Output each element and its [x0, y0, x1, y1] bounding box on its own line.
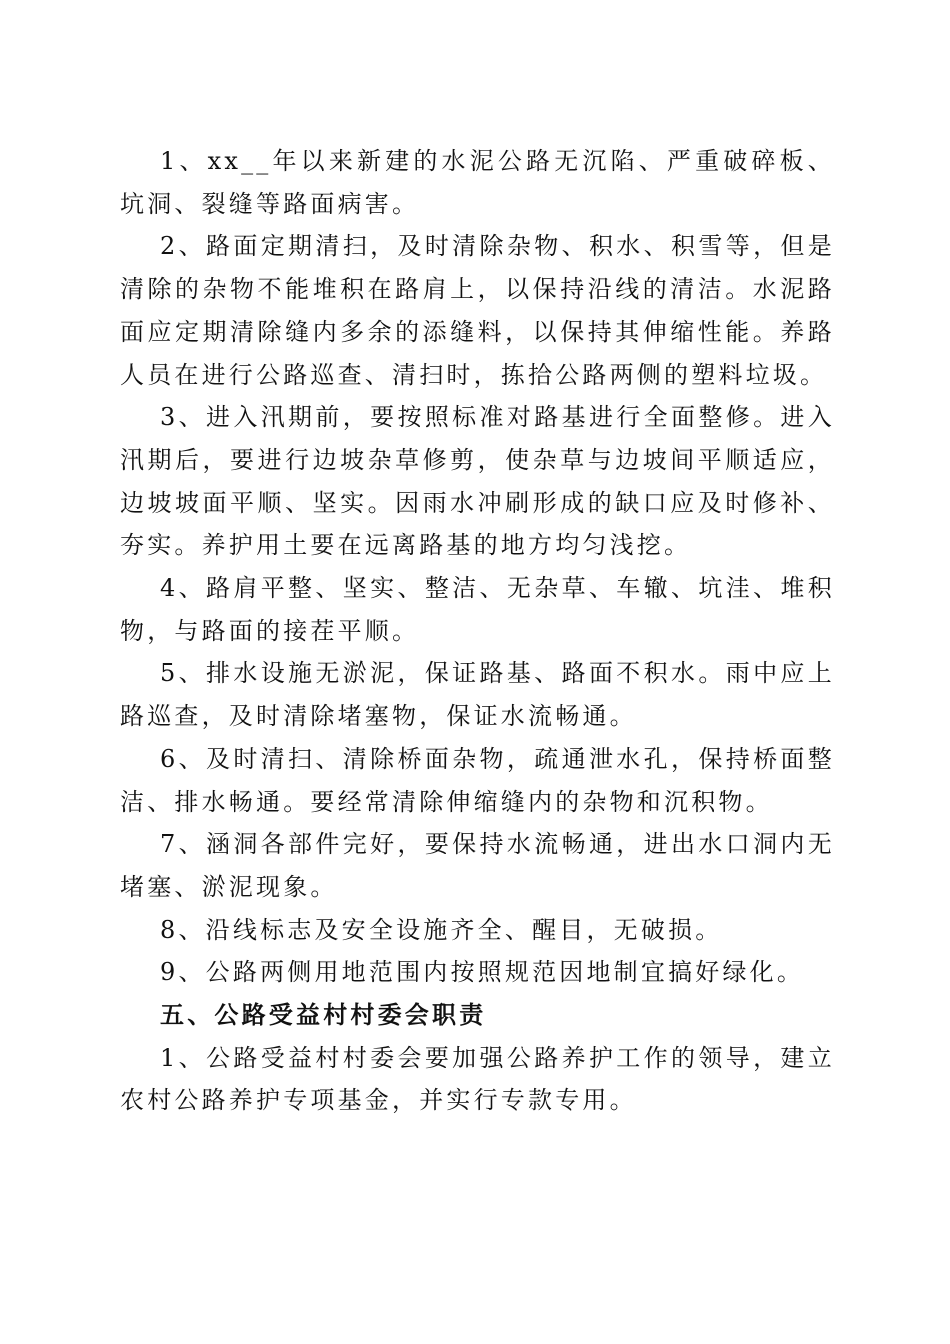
paragraph-item-2: 2、路面定期清扫，及时清除杂物、积水、积雪等，但是清除的杂物不能堆积在路肩上，以保持沿线的清洁。水泥路面应定期清除缝内多余的添缝料，以保持其伸缩性能。养路人员在进行公路巡查、清扫时，拣拾公路两侧的塑料垃圾。: [120, 232, 835, 389]
paragraph-item-8: 8、沿线标志及安全设施齐全、醒目，无破损。: [160, 915, 723, 944]
paragraph-item-1: 1、xx__年以来新建的水泥公路无沉陷、严重破碎板、坑洞、裂缝等路面病害。: [120, 147, 835, 218]
paragraph-item-7: 7、涵洞各部件完好，要保持水流畅通，进出水口洞内无堵塞、淤泥现象。: [120, 830, 835, 901]
paragraph-item-4: 4、路肩平整、坚实、整洁、无杂草、车辙、坑洼、堆积物，与路面的接茬平顺。: [120, 574, 835, 645]
paragraph-item-3: 3、进入汛期前，要按照标准对路基进行全面整修。进入汛期后，要进行边坡杂草修剪，使杂草与边坡间平顺适应，边坡坡面平顺、坚实。因雨水冲刷形成的缺口应及时修补、夯实。养护用土要在远离路基的地方均匀浅挖。: [120, 403, 835, 560]
document-page: [120, 140, 835, 1122]
paragraph-item-9: 9、公路两侧用地范围内按照规范因地制宜搞好绿化。: [160, 958, 805, 987]
section-heading: 五、公路受益村村委会职责: [160, 1000, 487, 1030]
paragraph-item-6: 6、及时清扫、清除桥面杂物，疏通泄水孔，保持桥面整洁、排水畅通。要经常清除伸缩缝内的杂物和沉积物。: [120, 744, 835, 816]
section-paragraph-1: 1、公路受益村村委会要加强公路养护工作的领导，建立农村公路养护专项基金，并实行专款专用。: [120, 1043, 835, 1115]
paragraph-item-5: 5、排水设施无淤泥，保证路基、路面不积水。雨中应上路巡查，及时清除堵塞物，保证水流畅通。: [120, 659, 835, 731]
